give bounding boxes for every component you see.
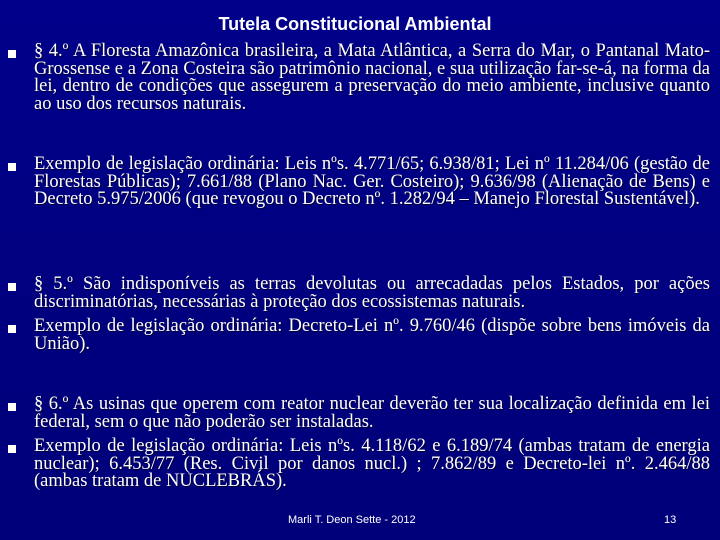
footer-author: Marli T. Deon Sette - 2012: [288, 514, 416, 526]
bullet-text: Exemplo de legislação ordinária: Leis nºs. 4.771/65; 6.938/81; Lei nº 11.284/06 (gestão de Florestas Públicas); 7.661/88 (Plano Nac. Ger. Costeiro); 9.636/98 (Alienação de Bens) e Decreto 5.975/2006 (que revogou o Decreto nº. 1.282/94 – Manejo Florestal Sustentável).: [34, 154, 710, 209]
slide-title: Tutela Constitucional Ambiental: [218, 14, 492, 34]
bullet-paragraph-6: [8, 396, 710, 431]
square-bullet-icon: [8, 325, 16, 333]
bullet-text: Exemplo de legislação ordinária: Leis nºs. 4.118/62 e 6.189/74 (ambas tratam de energia nuclear); 6.453/77 (Res. Civil por danos nucl.) ; 7.862/89 e Decreto-lei nº. 2.464/88 (ambas tratam de NUCLEBRÁS).: [34, 436, 710, 491]
bullet-text: § 6.º As usinas que operem com reator nuclear deverão ter sua localização definida em lei federal, sem o que não poderão ser instaladas.: [34, 394, 710, 432]
bullet-text: § 5.º São indisponíveis as terras devolutas ou arrecadadas pelos Estados, por ações discriminatórias, necessárias à proteção dos ecossistemas naturais.: [34, 274, 710, 312]
bullet-example-4: [8, 156, 710, 209]
bullet-paragraph-5: [8, 276, 710, 311]
bullet-text: § 4.º A Floresta Amazônica brasileira, a Mata Atlântica, a Serra do Mar, o Pantanal Mato-Grossense e a Zona Costeira são patrimônio nacional, e sua utilização far-se-á, na forma da lei, dentro de condições que assegurem a preservação do meio ambiente, inclusive quanto ao uso dos recursos naturais.: [34, 41, 710, 114]
slide-footer: [0, 512, 720, 530]
square-bullet-icon: [8, 163, 16, 171]
square-bullet-icon: [8, 445, 16, 453]
square-bullet-icon: [8, 50, 16, 58]
square-bullet-icon: [8, 283, 16, 291]
bullet-paragraph-4: [8, 43, 710, 113]
page-number: 13: [664, 514, 677, 526]
bullet-example-6: [8, 438, 710, 491]
square-bullet-icon: [8, 403, 16, 411]
bullet-example-5: [8, 318, 710, 353]
bullet-text: Exemplo de legislação ordinária: Decreto-Lei nº. 9.760/46 (dispõe sobre bens imóveis da União).: [34, 316, 710, 354]
